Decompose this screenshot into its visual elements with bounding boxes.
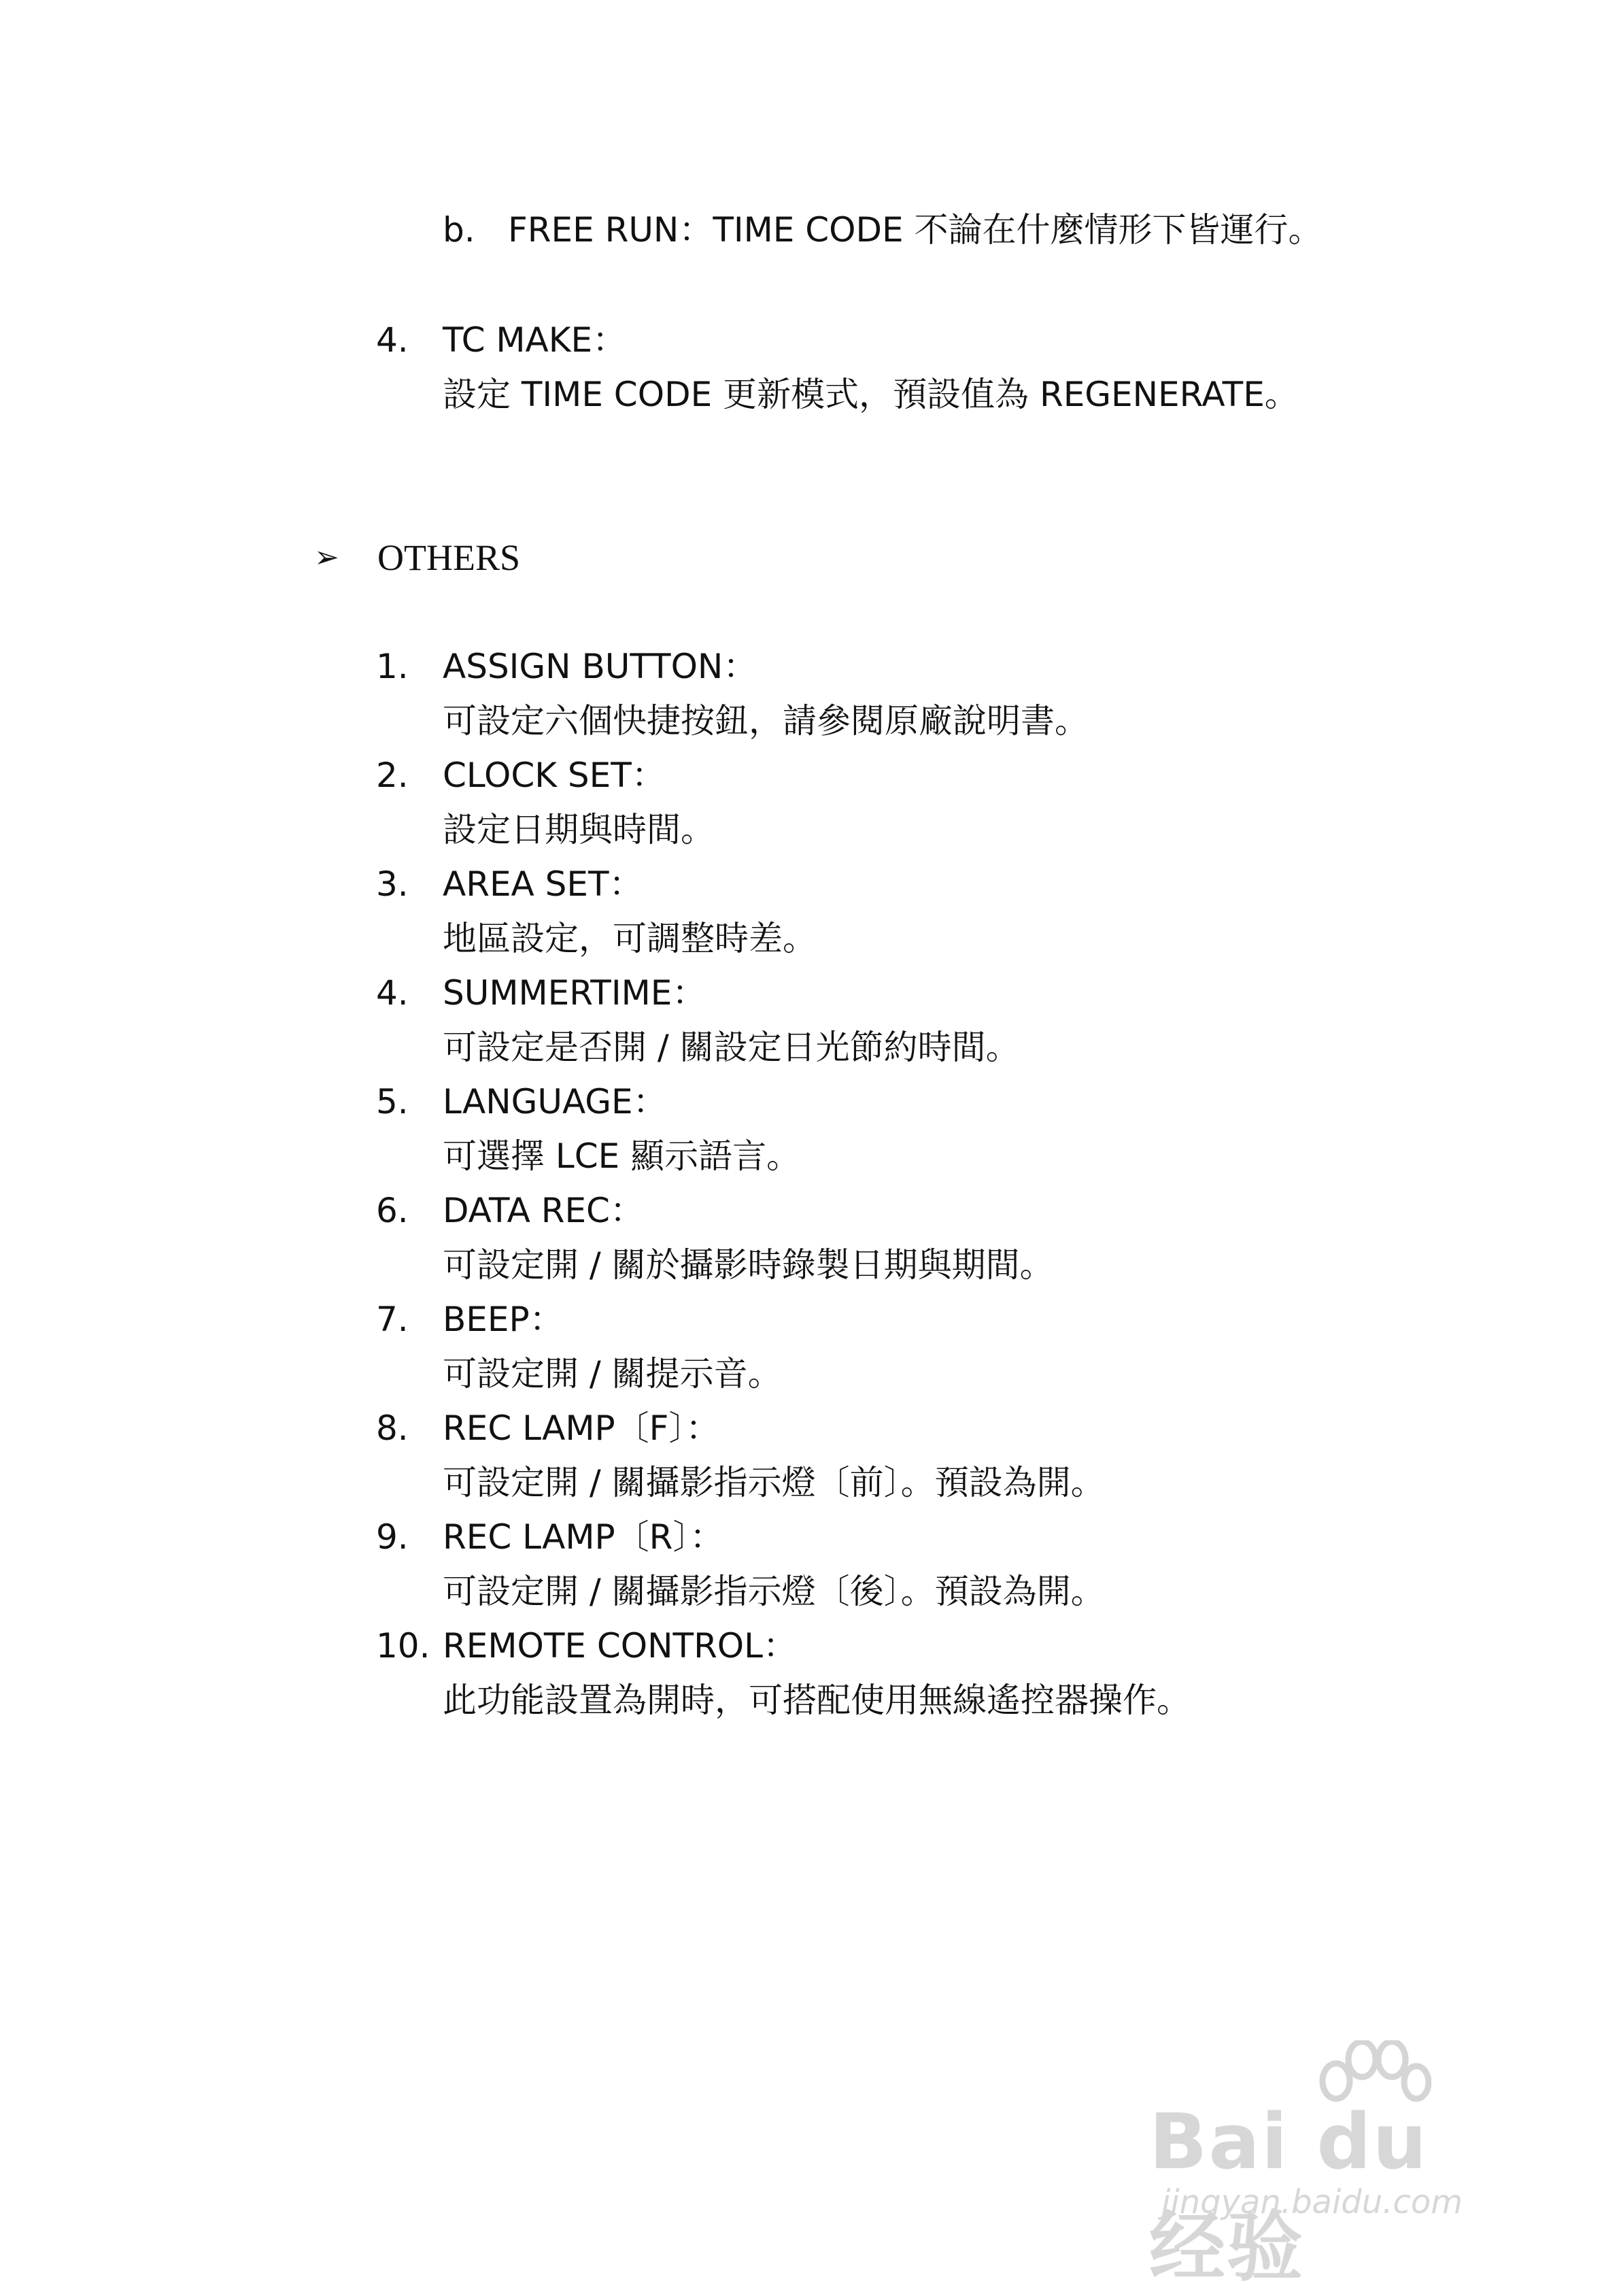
- item-description: 可設定是否開 / 關設定日光節約時間。: [443, 1028, 1020, 1067]
- item-heading: REC LAMP〔R〕：: [443, 1517, 724, 1557]
- item-number: 3.: [376, 864, 409, 904]
- arrow-bullet-icon: ➢: [314, 540, 339, 575]
- item-description: 設定 TIME CODE 更新模式，預設值為 REGENERATE。: [443, 375, 1299, 414]
- item-number: 8.: [376, 1408, 409, 1448]
- item-number: 4.: [376, 973, 409, 1013]
- item-description: 設定日期與時間。: [443, 810, 715, 849]
- item-heading: AREA SET：: [443, 864, 643, 904]
- item-heading: LANGUAGE：: [443, 1082, 667, 1121]
- item-heading: CLOCK SET：: [443, 756, 666, 795]
- item-heading: TC MAKE：: [443, 320, 627, 360]
- item-marker: b.: [443, 210, 475, 250]
- item-number: 1.: [376, 647, 409, 686]
- item-text: FREE RUN：TIME CODE 不論在什麼情形下皆運行。: [508, 210, 1323, 250]
- item-number: 7.: [376, 1300, 409, 1339]
- item-description: 地區設定，可調整時差。: [443, 919, 817, 958]
- item-description: 可選擇 LCE 顯示語言。: [443, 1136, 801, 1176]
- item-description: 可設定開 / 關攝影指示燈〔前〕。預設為開。: [443, 1463, 1105, 1502]
- item-description: 可設定開 / 關攝影指示燈〔後〕。預設為開。: [443, 1572, 1105, 1611]
- watermark-url: jingyan.baidu.com: [1161, 2183, 1463, 2221]
- item-description: 此功能設置為開時，可搭配使用無線遙控器操作。: [443, 1681, 1191, 1720]
- item-number: 9.: [376, 1517, 409, 1557]
- item-description: 可設定開 / 關提示音。: [443, 1354, 782, 1394]
- item-number: 5.: [376, 1082, 409, 1121]
- item-heading: SUMMERTIME：: [443, 973, 706, 1013]
- section-title: OTHERS: [377, 537, 521, 578]
- item-number: 10.: [376, 1626, 430, 1666]
- item-heading: DATA REC：: [443, 1191, 644, 1230]
- item-description: 可設定六個快捷按鈕，請參閱原廠說明書。: [443, 701, 1089, 741]
- item-heading: ASSIGN BUTTON：: [443, 647, 757, 686]
- item-number: 4.: [376, 320, 409, 360]
- watermark: [1149, 2040, 1530, 2292]
- item-number: 6.: [376, 1191, 409, 1230]
- item-description: 可設定開 / 關於攝影時錄製日期與期間。: [443, 1245, 1054, 1285]
- item-number: 2.: [376, 756, 409, 795]
- item-heading: BEEP：: [443, 1300, 564, 1339]
- watermark-brand: Bai du 经验: [1149, 2098, 1429, 2292]
- item-heading: REC LAMP〔F〕：: [443, 1408, 720, 1448]
- item-heading: REMOTE CONTROL：: [443, 1626, 798, 1666]
